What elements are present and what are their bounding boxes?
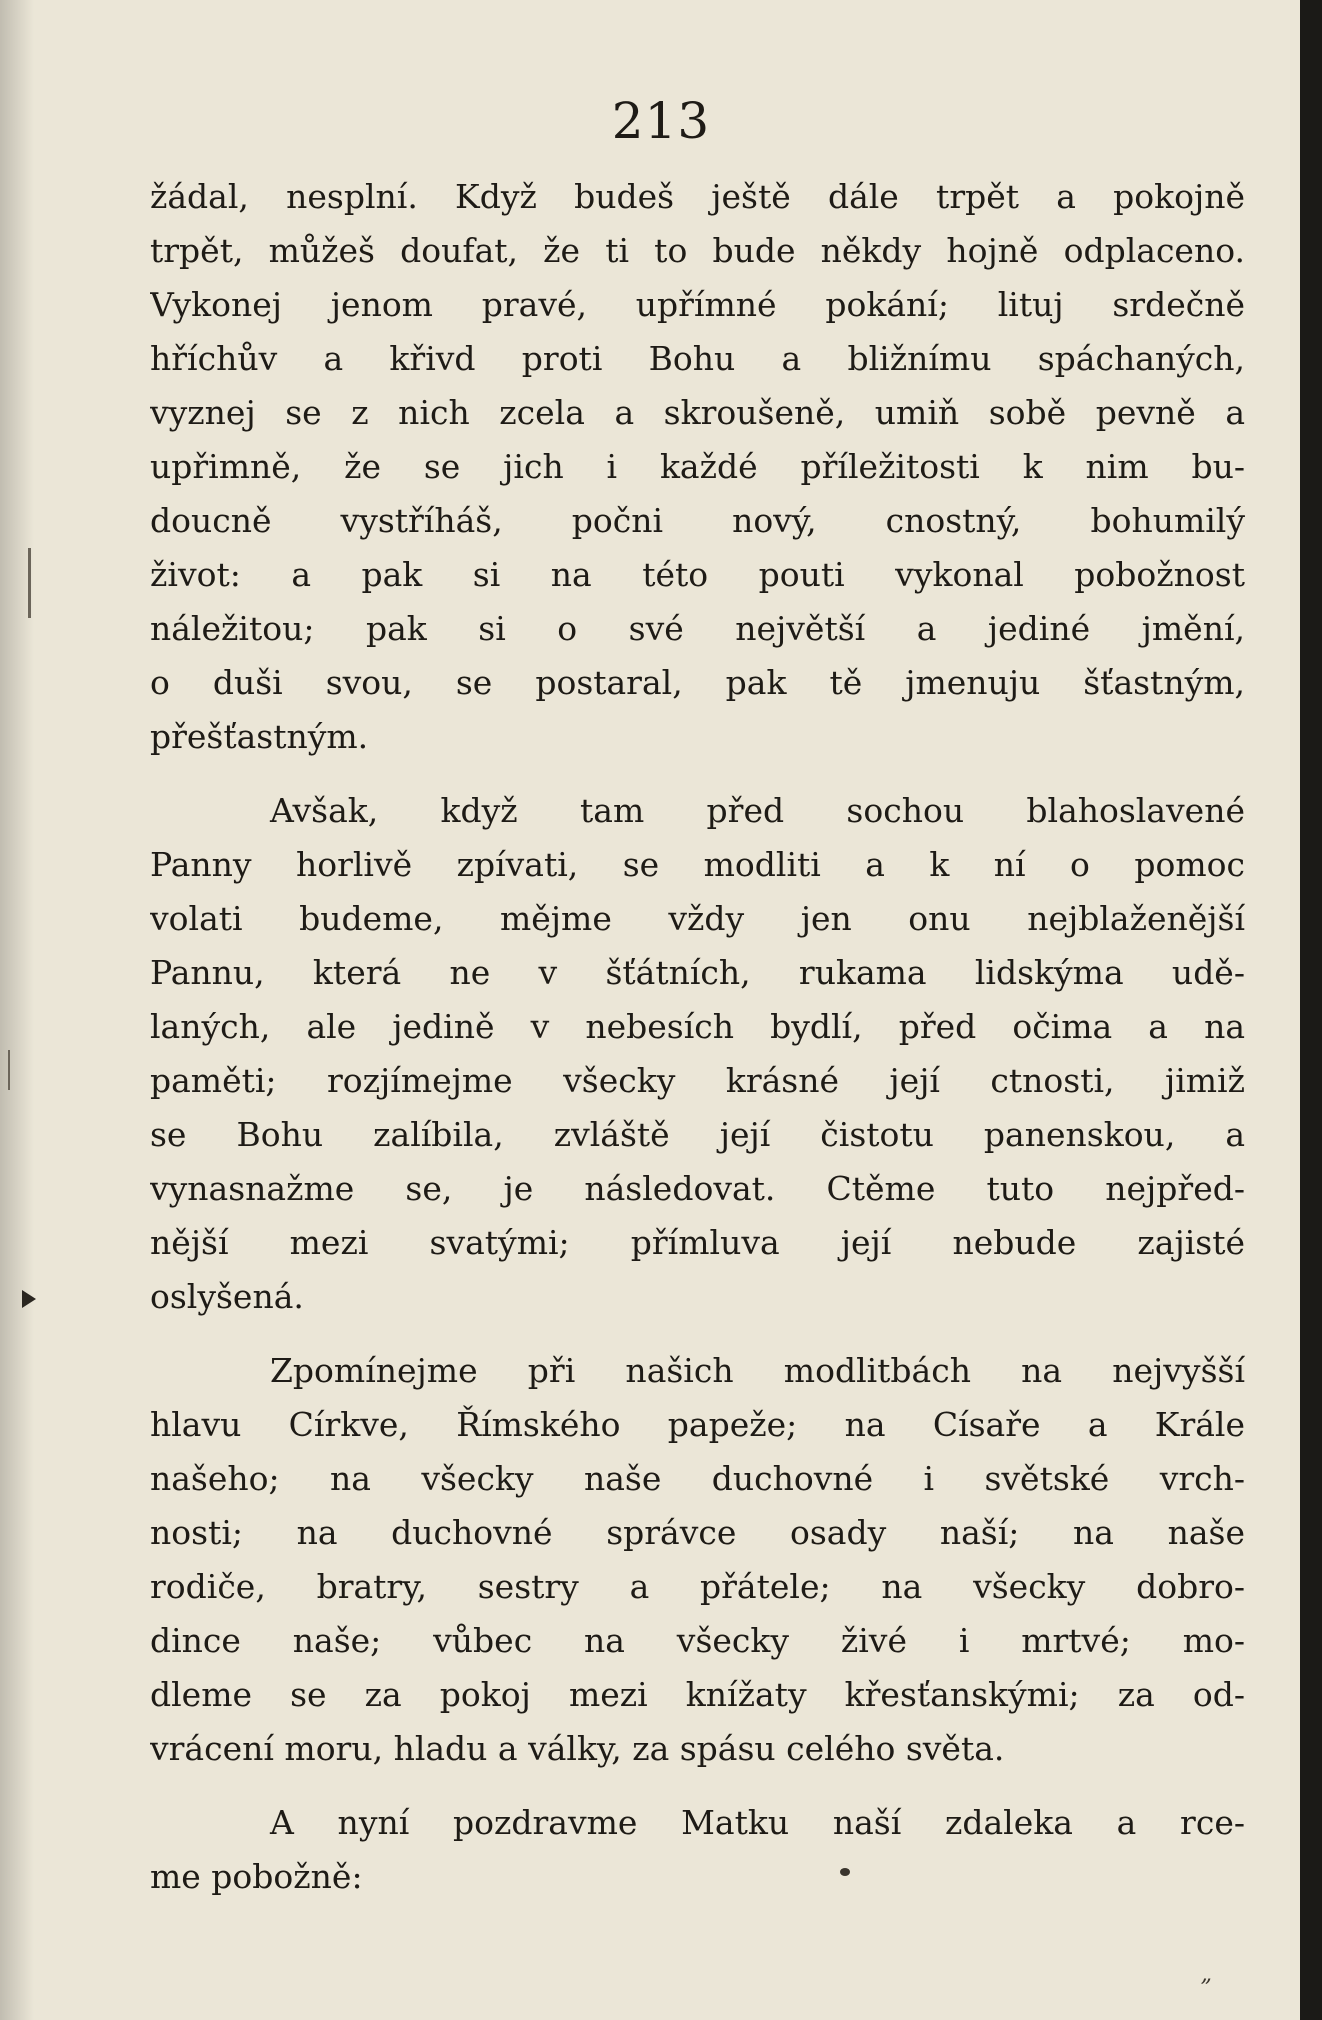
paragraph-4: [150, 1796, 1245, 1904]
binding-mark: [28, 548, 31, 618]
text-line: A nyní pozdravme Matku naší zdaleka a rce-: [270, 1803, 1245, 1842]
text-line: dince naše; vůbec na všecky živé i mrtvé; mo-: [150, 1621, 1245, 1660]
text-line: o duši svou, se postaral, pak tě jmenuju šťastným,: [150, 663, 1245, 702]
text-line: vyznej se z nich zcela a skroušeně, umiň sobě pevně a: [150, 393, 1245, 432]
text-line: nější mezi svatými; přímluva její nebude zajisté: [150, 1223, 1245, 1262]
text-line: vynasnažme se, je následovat. Ctěme tuto nejpřed-: [150, 1169, 1245, 1208]
text-line: doucně vystříháš, počni nový, cnostný, bohumilý: [150, 501, 1245, 540]
text-line: oslyšená.: [150, 1277, 304, 1316]
footer-mark: „: [1200, 1962, 1212, 1987]
text-line: Vykonej jenom pravé, upřímné pokání; lituj srdečně: [150, 285, 1245, 324]
text-line: upřimně, že se jich i každé příležitosti k nim bu-: [150, 447, 1245, 486]
page-number: 213: [611, 92, 711, 150]
text-line: Pannu, která ne v šťátních, rukama lidskýma udě-: [150, 953, 1245, 992]
text-line: nosti; na duchovné správce osady naší; na naše: [150, 1513, 1245, 1552]
text-line: se Bohu zalíbila, zvláště její čistotu panenskou, a: [150, 1115, 1245, 1154]
text-line: Panny horlivě zpívati, se modliti a k ní o pomoc: [150, 845, 1245, 884]
binding-mark: [8, 1050, 10, 1090]
text-line: laných, ale jedině v nebesích bydlí, před očima a na: [150, 1007, 1245, 1046]
text-line: paměti; rozjímejme všecky krásné její ctnosti, jimiž: [150, 1061, 1245, 1100]
text-line: náležitou; pak si o své největší a jediné jmění,: [150, 609, 1245, 648]
text-line: me pobožně:: [150, 1857, 363, 1896]
text-line: vrácení moru, hladu a války, za spásu celého světa.: [150, 1729, 1005, 1768]
text-line: žádal, nesplní. Když budeš ještě dále trpět a pokojně: [150, 177, 1245, 216]
ink-speck: [840, 1868, 850, 1876]
text-line: trpět, můžeš doufat, že ti to bude někdy hojně odplaceno.: [150, 231, 1245, 270]
paragraph-1: [150, 170, 1245, 764]
text-line: Zpomínejme při našich modlitbách na nejvyšší: [270, 1351, 1245, 1390]
spine-shadow: [0, 0, 34, 2020]
text-line: přešťastným.: [150, 717, 369, 756]
paragraph-3: [150, 1344, 1245, 1776]
text-line: dleme se za pokoj mezi knížaty křesťanskými; za od-: [150, 1675, 1245, 1714]
text-line: Avšak, když tam před sochou blahoslavené: [270, 791, 1245, 830]
text-line: našeho; na všecky naše duchovné i světské vrch-: [150, 1459, 1245, 1498]
text-line: hříchův a křivd proti Bohu a bližnímu spáchaných,: [150, 339, 1245, 378]
body-text: [150, 170, 1245, 1904]
paragraph-2: [150, 784, 1245, 1324]
text-line: volati budeme, mějme vždy jen onu nejblaženější: [150, 899, 1245, 938]
text-line: hlavu Církve, Římského papeže; na Císaře a Krále: [150, 1405, 1245, 1444]
text-line: život: a pak si na této pouti vykonal pobožnost: [150, 555, 1245, 594]
margin-arrow-mark: [22, 1290, 36, 1308]
text-line: rodiče, bratry, sestry a přátele; na všecky dobro-: [150, 1567, 1245, 1606]
